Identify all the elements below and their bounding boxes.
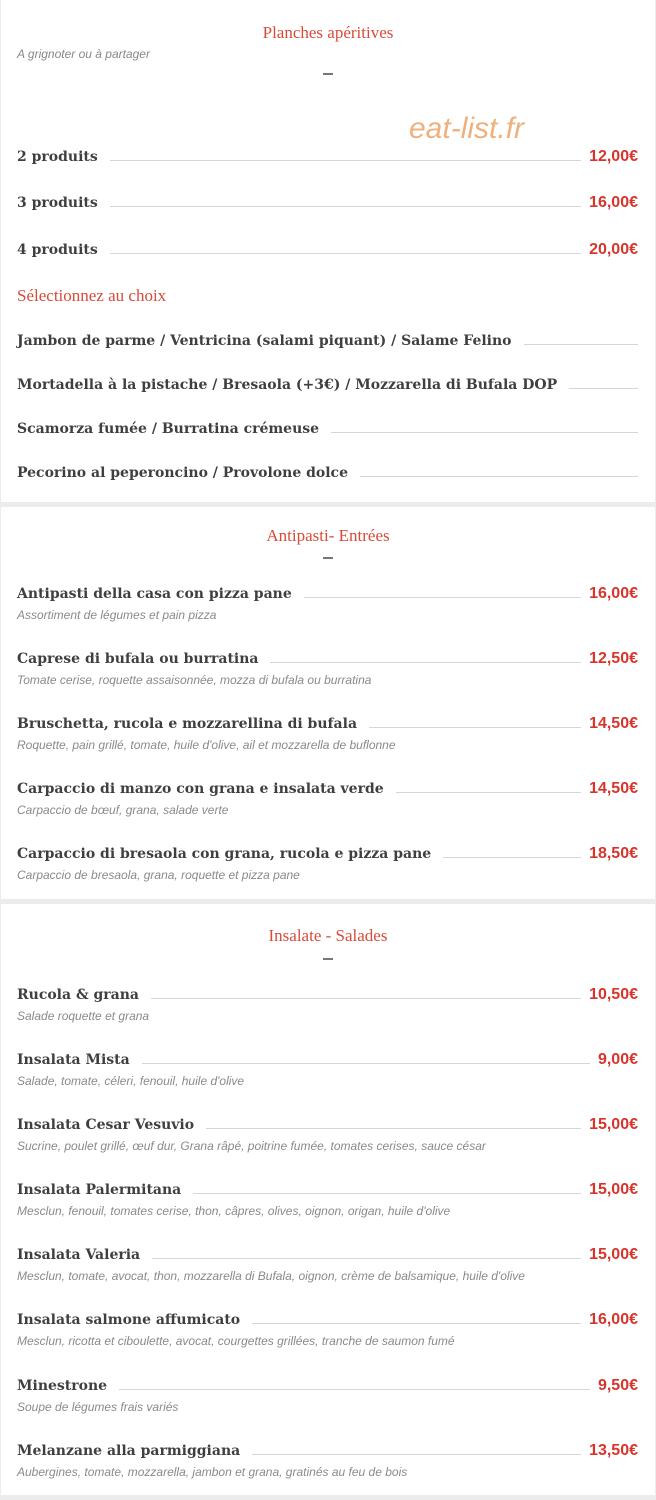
item-name: Caprese di bufala ou burratina [17,651,259,667]
menu-item [17,1440,638,1462]
item-description: Carpaccio de bœuf, grana, salade verte [17,803,229,817]
item-name: Melanzane alla parmiggiana [17,1443,241,1459]
menu-item [17,1309,638,1331]
item-description: Carpaccio de bresaola, grana, roquette et pizza pane [17,868,300,882]
menu-item [17,1244,638,1266]
item-name: Insalata Valeria [17,1247,141,1263]
leader-line [360,476,638,477]
choice-name: Mortadella à la pistache / Bresaola (+3€) / Mozzarella di Bufala DOP [17,377,558,393]
item-price: 15,00€ [589,1246,638,1263]
item-price: 12,50€ [589,650,638,667]
choice-item [17,374,638,396]
item-price: 12,00€ [589,148,638,165]
title-divider [323,958,333,960]
leader-line [110,206,581,207]
item-price: 14,50€ [589,715,638,732]
item-name: Minestrone [17,1378,108,1394]
leader-line [443,857,581,858]
leader-line [304,597,581,598]
title-divider [323,557,333,559]
section-planches [1,0,655,502]
item-name: 3 produits [17,195,98,211]
menu-item [17,192,638,214]
item-description: Mesclun, ricotta et ciboulette, avocat, courgettes grillées, tranche de saumon fumé [17,1334,455,1348]
menu-item [17,1179,638,1201]
menu-item [17,239,638,261]
item-price: 16,00€ [589,585,638,602]
leader-line [331,432,638,433]
menu-item [17,1375,638,1397]
item-description: Mesclun, tomate, avocat, thon, mozzarella di Bufala, oignon, crème de balsamique, huile d'olive [17,1269,525,1283]
item-price: 9,00€ [597,1051,638,1068]
leader-line [270,662,581,663]
item-price: 15,00€ [589,1116,638,1133]
choice-item [17,462,638,484]
leader-line [142,1063,590,1064]
leader-line [524,344,638,345]
item-description: Mesclun, fenouil, tomates cerise, thon, câpres, olives, oignon, origan, huile d'olive [17,1204,451,1218]
leader-line [206,1128,581,1129]
choice-name: Scamorza fumée / Burratina crémeuse [17,421,320,437]
section-insalate [1,904,655,1495]
section-subtitle: A grignoter ou à partager [17,47,150,61]
leader-line [152,1258,581,1259]
item-description: Assortiment de légumes et pain pizza [17,608,217,622]
item-description: Roquette, pain grillé, tomate, huile d'olive, ail et mozzarella de buflonne [17,738,396,752]
leader-line [252,1323,581,1324]
section-title: Planches apéritives [262,23,394,42]
item-name: Carpaccio di manzo con grana e insalata verde [17,781,384,797]
section-title: Insalate - Salades [268,926,388,945]
menu-item [17,778,638,800]
choice-item [17,330,638,352]
item-description: Salade, tomate, céleri, fenouil, huile d'olive [17,1074,245,1088]
choice-name: Pecorino al peperoncino / Provolone dolce [17,465,348,481]
item-price: 15,00€ [589,1181,638,1198]
item-price: 20,00€ [589,241,638,258]
item-description: Soupe de légumes frais variés [17,1400,179,1414]
choice-heading: Sélectionnez au choix [17,286,167,305]
item-name: Carpaccio di bresaola con grana, rucola e pizza pane [17,846,432,862]
item-name: Antipasti della casa con pizza pane [17,586,292,602]
leader-line [193,1193,581,1194]
leader-line [110,253,581,254]
leader-line [252,1454,581,1455]
item-name: Bruschetta, rucola e mozzarellina di bufala [17,716,358,732]
item-price: 16,00€ [589,194,638,211]
item-name: Insalata Mista [17,1052,130,1068]
menu-item [17,146,638,168]
item-name: 4 produits [17,242,98,258]
menu-item [17,843,638,865]
leader-line [369,727,581,728]
item-price: 14,50€ [589,780,638,797]
leader-line [569,388,638,389]
section-antipasti [1,507,655,899]
menu-item [17,1049,638,1071]
menu-item [17,713,638,735]
title-divider [323,73,333,75]
leader-line [396,792,581,793]
leader-line [119,1389,590,1390]
item-price: 16,00€ [589,1311,638,1328]
item-name: Insalata salmone affumicato [17,1312,241,1328]
menu-item [17,648,638,670]
choice-item [17,418,638,440]
item-name: Rucola & grana [17,987,139,1003]
item-name: Insalata Cesar Vesuvio [17,1117,195,1133]
item-price: 10,50€ [589,986,638,1003]
item-description: Tomate cerise, roquette assaisonnée, mozza di bufala ou burratina [17,673,372,687]
leader-line [151,998,581,999]
leader-line [110,160,581,161]
item-description: Aubergines, tomate, mozzarella, jambon et grana, gratinés au feu de bois [17,1465,408,1479]
watermark: eat-list.fr [409,112,525,145]
item-description: Sucrine, poulet grillé, œuf dur, Grana râpé, poitrine fumée, tomates cerises, sauce césar [17,1139,486,1153]
choice-name: Jambon de parme / Ventricina (salami piquant) / Salame Felino [17,333,512,349]
item-name: Insalata Palermitana [17,1182,182,1198]
item-price: 13,50€ [589,1442,638,1459]
menu-item [17,984,638,1006]
section-title: Antipasti- Entrées [266,526,390,545]
menu-item [17,583,638,605]
item-name: 2 produits [17,149,98,165]
item-price: 18,50€ [589,845,638,862]
item-description: Salade roquette et grana [17,1009,150,1023]
menu-item [17,1114,638,1136]
item-price: 9,50€ [597,1377,638,1394]
